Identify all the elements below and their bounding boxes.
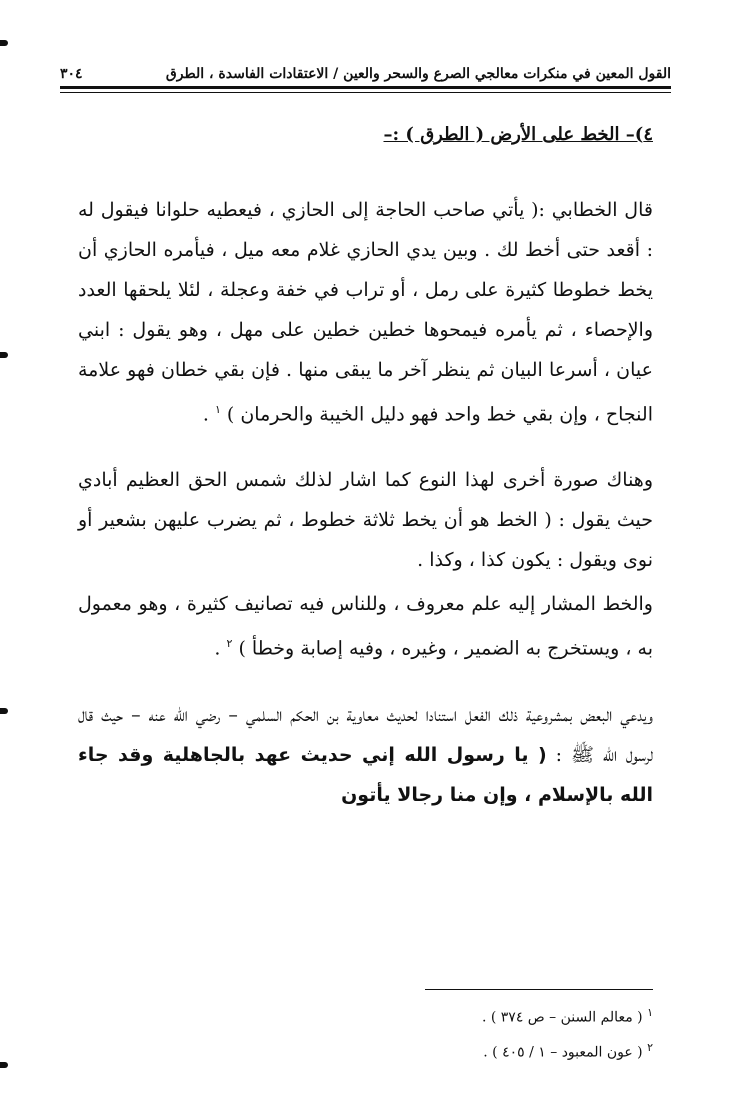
body-content [78,118,653,815]
paragraph-known-science [78,584,653,668]
footnote-rule [425,989,653,990]
header-rule-thin [60,92,671,93]
footnote-text: ( عون المعبود – ١ / ٤٠٥ ) . [483,1044,643,1061]
footnote-1 [78,998,653,1033]
paragraph-end: . [214,637,227,660]
running-header [60,50,671,82]
hadith-quote: ( يا رسول الله إني حديث عهد بالجاهلية وقد جاء الله بالإسلام ، وإن منا رجالا يأتون [78,743,653,806]
paragraph-text: قال الخطابي :( يأتي صاحب الحاجة إلى الحازي ، فيعطيه حلوانا فيقول له : أقعد حتى أخط لك . وبين يدي الحازي غلام معه ميل ، فيأمره الحازي أن يخط خطوطا كثيرة على رمل ، أو تراب في خفة وعجلة ، لئلا يلحقها العدد والإحصاء ، ثم يأمره فيمحوها خطين خطين على مهل ، وهو يقول : ابني عيان ، أسرعا البيان ثم ينظر آخر ما يبقى منها . فإن بقي خطان فهو علامة النجاح ، وإن بقي خط واحد فهو دليل الخيبة والحرمان ) [78,199,653,426]
footnote-ref: ١ [214,403,221,416]
page-number: ٣٠٤ [60,66,83,82]
scan-margin-mark [0,352,8,358]
header-rule-thick [60,86,671,89]
paragraph-azimabadi: وهناك صورة أخرى لهذا النوع كما اشار لذلك شمس الحق العظيم أبادي حيث يقول : ( الخط هو أن يخط ثلاثة خطوط ، ثم يضرب عليهن بشعير أو نوى ويقول : يكون كذا ، وكذا . [78,469,653,572]
footnote-number: ١ [647,1006,653,1019]
footnote-2 [78,1033,653,1068]
section-heading: ٤)– الخط على الأرض ( الطرق ) :– [383,124,653,145]
header-title: القول المعين في منكرات معالجي الصرع والسحر والعين / الاعتقادات الفاسدة ، الطرق [165,66,671,82]
scan-margin-mark [0,1062,8,1068]
footnote-text: ( معالم السنن – ص ٣٧٤ ) . [481,1009,643,1026]
scan-margin-mark [0,708,8,714]
scan-margin-mark [0,40,8,46]
footnote-number: ٢ [647,1040,653,1054]
paragraph-khattabi [78,190,653,434]
paragraph-text: ويدعي البعض بمشروعية ذلك الفعل استنادا لحديث معاوية بن الحكم السلمي – رضي الله عنه – حيث قال لرسول الله ﷺ : [78,703,653,766]
paragraph-end: . [202,403,215,426]
paragraph-text: والخط المشار إليه علم معروف ، وللناس فيه تصانيف كثيرة ، وهو معمول به ، ويستخرج به الضمير ، وغيره ، وفيه إصابة وخطأ ) [78,593,653,660]
paragraph-muawiya [78,695,653,815]
footnotes [78,998,653,1067]
footnote-ref: ٢ [226,637,233,651]
